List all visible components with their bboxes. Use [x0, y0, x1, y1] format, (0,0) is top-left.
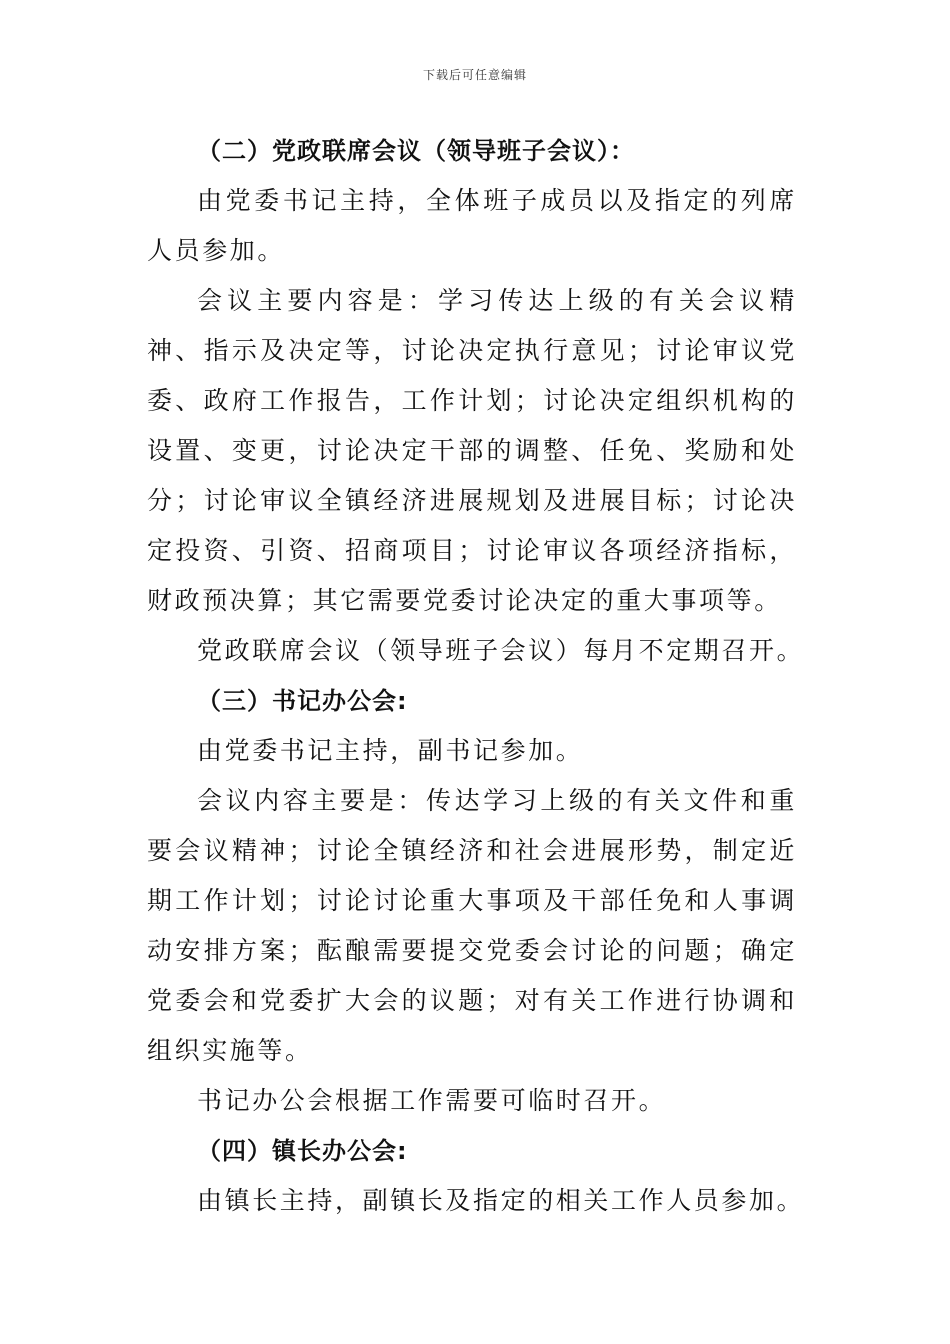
section-mayor-office-meeting	[147, 1126, 805, 1226]
section-secretary-office-meeting	[147, 676, 797, 1126]
paragraph: 会议主要内容是：学习传达上级的有关会议精神、指示及决定等，讨论决定执行意见；讨论审议党委、政府工作报告，工作计划；讨论决定组织机构的设置、变更，讨论决定干部的调整、任免、奖励和处分；讨论审议全镇经济进展规划及进展目标；讨论决定投资、引资、招商项目；讨论审议各项经济指标，财政预决算；其它需要党委讨论决定的重大事项等。	[147, 286, 797, 615]
paragraph: 由党委书记主持，全体班子成员以及指定的列席人员参加。	[147, 186, 797, 265]
section-heading: （四）镇长办公会:	[197, 1137, 408, 1165]
download-watermark: 下载后可任意编辑	[422, 68, 527, 82]
section-party-government-joint-meeting	[147, 126, 805, 676]
paragraph: 由党委书记主持，副书记参加。	[197, 736, 584, 765]
paragraph: 书记办公会根据工作需要可临时召开。	[197, 1086, 667, 1115]
paragraph: 会议内容主要是：传达学习上级的有关文件和重要会议精神；讨论全镇经济和社会进展形势，制定近期工作计划；讨论讨论重大事项及干部任免和人事调动安排方案；酝酿需要提交党委会讨论的问题；确定党委会和党委扩大会的议题；对有关工作进行协调和组织实施等。	[147, 786, 797, 1065]
paragraph: 由镇长主持，副镇长及指定的相关工作人员参加。	[197, 1186, 805, 1215]
paragraph: 党政联席会议（领导班子会议）每月不定期召开。	[197, 636, 805, 665]
section-heading: （二）党政联席会议（领导班子会议）：	[197, 137, 635, 165]
section-heading: （三）书记办公会:	[197, 687, 408, 715]
document-body	[147, 126, 805, 1226]
